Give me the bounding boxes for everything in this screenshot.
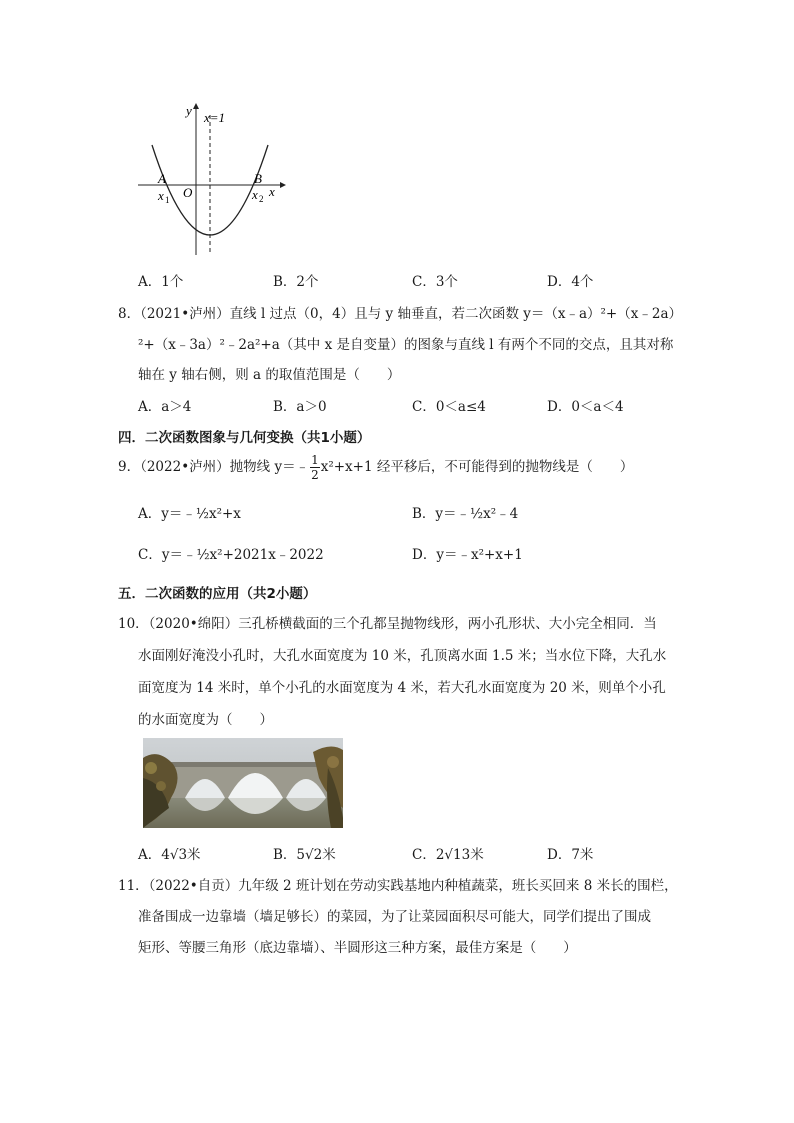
q8-option-a[interactable]: A．a＞4: [138, 399, 192, 415]
q8-line-3: 轴在 y 轴右侧，则 a 的取值范围是（ ）: [138, 367, 401, 383]
q10-line-4: 的水面宽度为（ ）: [138, 712, 273, 728]
q10-line-2: 水面刚好淹没小孔时，大孔水面宽度为 10 米，孔顶离水面 1.5 米；当水位下降，大孔水: [138, 648, 667, 664]
q9-option-b[interactable]: B．y＝﹣½x²﹣4: [412, 506, 519, 522]
q9-frac-num: 1: [311, 453, 319, 467]
q9-stem-suffix: x²+x+1 经平移后，不可能得到的抛物线是（ ）: [320, 459, 634, 475]
q10-line-3: 面宽度为 14 米时，单个小孔的水面宽度为 4 米，若大孔水面宽度为 20 米，则单个小孔: [138, 680, 666, 696]
q11-line-1: 11．（2022•自贡）九年级 2 班计划在劳动实践基地内种植蔬菜，班长买回来 8 米长的围栏，: [118, 878, 678, 894]
q7-option-a[interactable]: A．1个: [138, 274, 184, 290]
q9-option-c[interactable]: C．y＝﹣½x²+2021x﹣2022: [138, 547, 324, 563]
q8-option-d[interactable]: D．0＜a＜4: [547, 399, 624, 415]
q7-option-d[interactable]: D．4个: [547, 274, 594, 290]
q10-option-d[interactable]: D．7米: [547, 847, 594, 863]
q9-option-a[interactable]: A．y＝﹣½x²+x: [138, 506, 241, 522]
q9-option-d[interactable]: D．y＝﹣x²+x+1: [412, 547, 523, 563]
q11-line-3: 矩形、等腰三角形（底边靠墙）、半圆形这三种方案，最佳方案是（ ）: [138, 940, 577, 956]
section-5-heading: 五．二次函数的应用（共2小题）: [118, 586, 317, 602]
x1-sub: 1: [165, 195, 170, 205]
q8-line-1: 8．（2021•泸州）直线 l 过点（0，4）且与 y 轴垂直，若二次函数 y＝（x﹣a）²+（x﹣2a）: [118, 306, 682, 322]
q7-option-c[interactable]: C．3个: [412, 274, 458, 290]
symmetry-label: x=1: [204, 110, 226, 125]
q8-option-c[interactable]: C．0＜a≤4: [412, 399, 486, 415]
parabola-graph: [130, 95, 290, 260]
origin-label: O: [183, 185, 193, 200]
point-a-label: A: [158, 171, 166, 186]
bridge-photo: [143, 738, 343, 828]
q9-fraction: [310, 454, 320, 481]
x-axis-label: x: [269, 184, 275, 199]
section-4-heading: 四．二次函数图象与几何变换（共1小题）: [118, 430, 371, 446]
x1-label: x: [158, 188, 164, 203]
q11-line-2: 准备围成一边靠墙（墙足够长）的菜园，为了让菜园面积尽可能大，同学们提出了围成: [138, 909, 651, 925]
q10-option-b[interactable]: B．5√2米: [273, 847, 336, 863]
q8-line-2: ²+（x﹣3a）²﹣2a²+a（其中 x 是自变量）的图象与直线 l 有两个不同的交点，且其对称: [138, 337, 674, 353]
q7-option-b[interactable]: B．2个: [273, 274, 319, 290]
x2-label: x: [252, 187, 258, 202]
q9-stem-prefix: 9．（2022•泸州）抛物线 y＝﹣: [118, 459, 310, 475]
q10-option-a[interactable]: A．4√3米: [138, 847, 201, 863]
q8-option-b[interactable]: B．a＞0: [273, 399, 327, 415]
q10-option-c[interactable]: C．2√13米: [412, 847, 484, 863]
q9-stem: [118, 454, 633, 481]
point-b-label: B: [254, 171, 262, 186]
q10-line-1: 10．（2020•绵阳）三孔桥横截面的三个孔都呈抛物线形，两小孔形状、大小完全相同．当: [118, 616, 657, 632]
y-axis-label: y: [186, 103, 192, 118]
q9-frac-den: 2: [311, 468, 319, 482]
x2-sub: 2: [259, 194, 264, 204]
